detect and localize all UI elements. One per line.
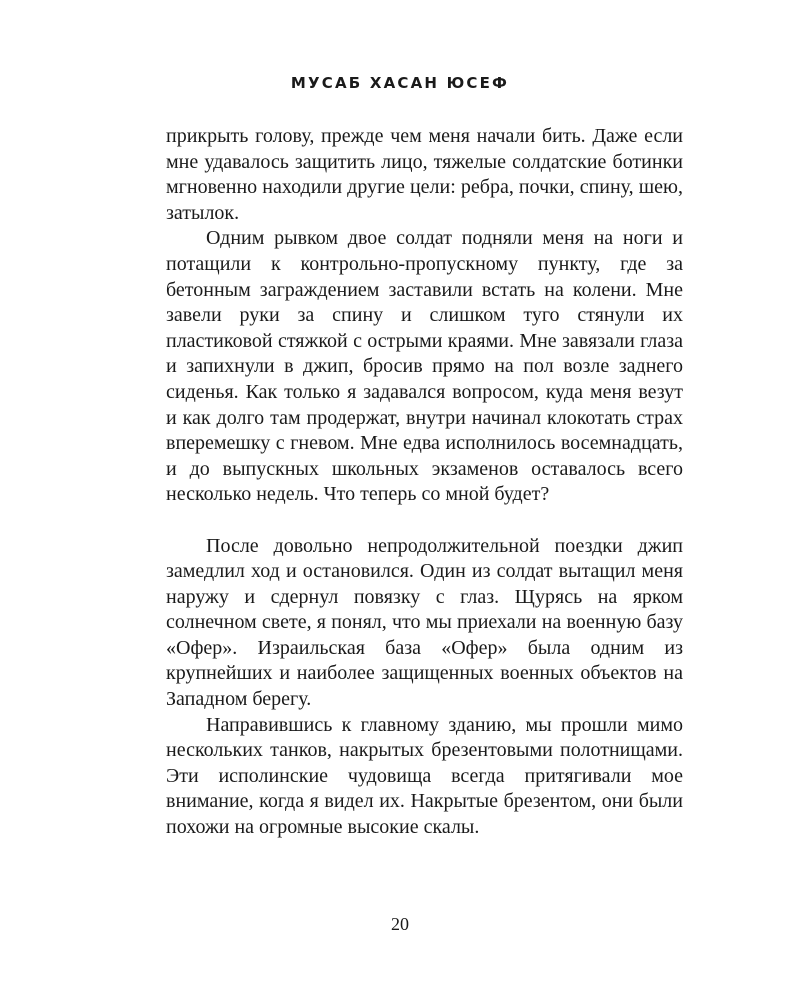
paragraph-4: Направившись к главному зданию, мы прошли мимо нескольких танков, накрытых брезентовыми полотнищами. Эти исполинские чудовища всегда притягивали мое внимание, когда я видел их. Накрытые брезентом, они были похожи на огромные высокие скалы. bbox=[166, 713, 683, 839]
paragraph-1: прикрыть голову, прежде чем меня начали бить. Даже если мне удавалось защитить лицо, тяжелые солдатские ботинки мгновенно находили другие цели: ребра, почки, спину, шею, затылок. bbox=[166, 125, 683, 224]
section-break bbox=[166, 508, 683, 534]
paragraph-2: Одним рывком двое солдат подняли меня на ноги и потащили к контрольно-пропускному пункту, где за бетонным заграждением заставили встать на колени. Мне завели руки за спину и слишком туго стянули их пластиковой стяжкой с острыми краями. Мне завязали глаза и запихнули в джип, бросив прямо на пол возле заднего сиденья. Как только я задавался вопросом, куда меня везут и как долго там продержат, внутри начинал клокотать страх вперемешку с гневом. Мне едва исполнилось восемнадцать, и до выпускных школьных экзаменов оставалось всего несколько недель. Что теперь со мной будет? bbox=[166, 227, 683, 506]
paragraph-3: После довольно непродолжительной поездки джип замедлил ход и остановился. Один из солдат вытащил меня наружу и сдернул повязку с глаз. Щурясь на ярком солнечном свете, я понял, что мы приехали на военную базу «Офер». Израильская база «Офер» была одним из крупнейших и наиболее защищенных военных объектов на Западном берегу. bbox=[166, 534, 683, 711]
page-number: 20 bbox=[391, 914, 409, 934]
running-head-author: МУСАБ ХАСАН ЮСЕФ bbox=[290, 74, 510, 92]
body-text bbox=[166, 124, 683, 841]
